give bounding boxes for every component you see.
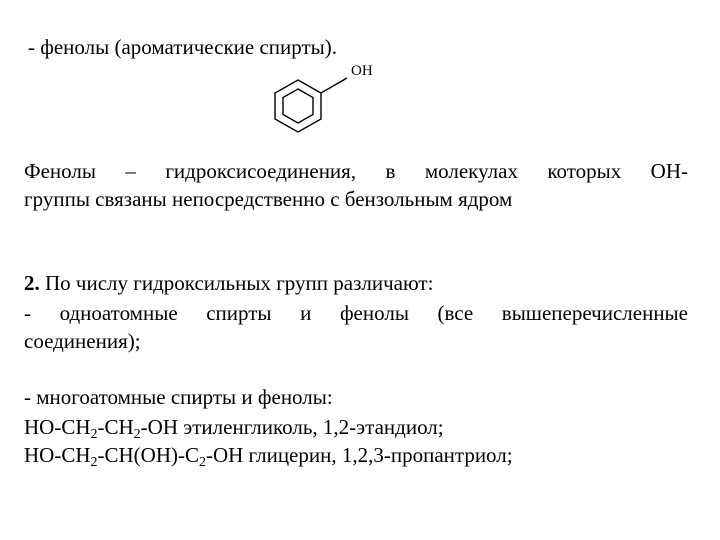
monoatomic-line-2: соединения); bbox=[24, 329, 141, 353]
formula-part: -OH этиленгликоль, 1,2-этандиол; bbox=[140, 415, 444, 439]
benzene-ring bbox=[275, 80, 321, 132]
subscript: 2 bbox=[198, 455, 206, 470]
formula-part: -OH глицерин, 1,2,3-пропантриол; bbox=[205, 443, 513, 467]
aromatic-inner-ring bbox=[283, 89, 313, 123]
oh-bond bbox=[321, 78, 347, 93]
definition-line-2: группы связаны непосредственно с бензольным ядром bbox=[24, 187, 513, 211]
formula-part: -CH(OH)-C bbox=[97, 443, 199, 467]
glycerol-formula bbox=[24, 442, 513, 468]
subscript: 2 bbox=[133, 427, 141, 442]
classification-heading bbox=[24, 270, 433, 296]
definition-line-1: Фенолы – гидроксисоединения, в молекулах которых ОН- bbox=[24, 159, 688, 183]
formula-part: -CH bbox=[97, 415, 134, 439]
heading-text: По числу гидроксильных групп различают: bbox=[39, 271, 434, 295]
ethylene-glycol-formula bbox=[24, 414, 444, 440]
heading-number: 2. bbox=[24, 271, 40, 295]
subscript: 2 bbox=[90, 427, 98, 442]
subscript: 2 bbox=[90, 455, 98, 470]
intro-line: - фенолы (ароматические спирты). bbox=[28, 35, 338, 59]
phenol-structure bbox=[262, 62, 382, 142]
formula-part: HO-CH bbox=[24, 415, 91, 439]
polyatomic-heading: - многоатомные спирты и фенолы: bbox=[24, 385, 333, 409]
hydroxyl-label: OH bbox=[351, 63, 373, 79]
formula-part: HO-CH bbox=[24, 443, 91, 467]
monoatomic-line-1: - одноатомные спирты и фенолы (все вышеперечисленные bbox=[24, 301, 688, 325]
